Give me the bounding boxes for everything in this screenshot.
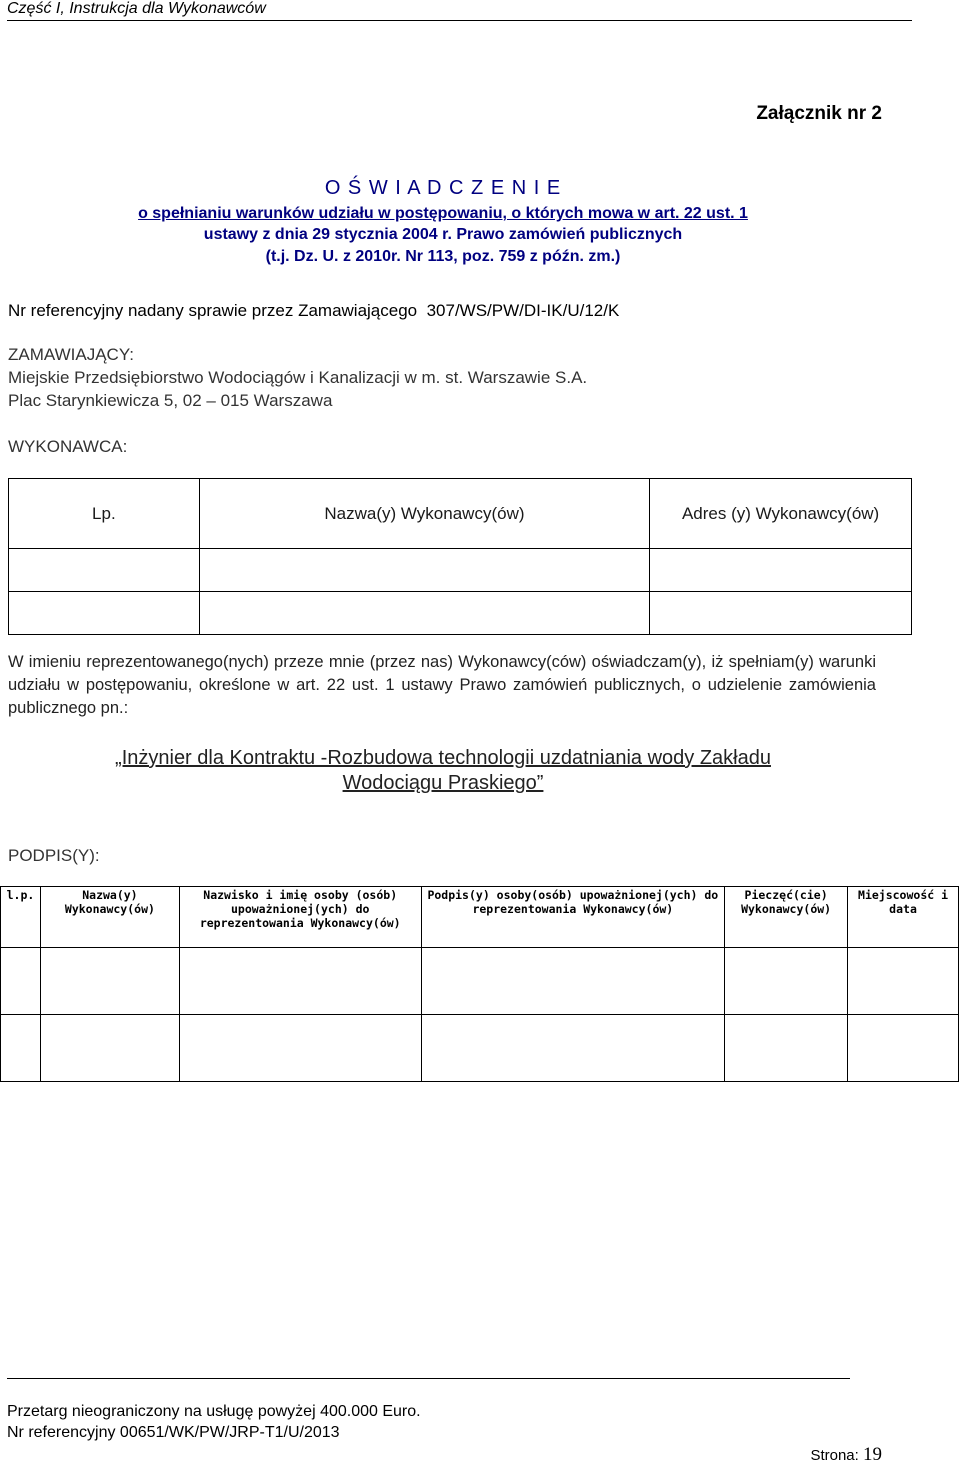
employer-label: ZAMAWIAJĄCY: <box>8 345 134 364</box>
table-cell[interactable] <box>179 948 421 1015</box>
footer-tender-info: Przetarg nieograniczony na usługę powyżej 400.000 Euro. <box>7 1403 421 1420</box>
table-cell[interactable] <box>725 1015 848 1082</box>
table-cell[interactable] <box>1 948 41 1015</box>
column-header-signature: Podpis(y) osoby(osób) upoważnionej(ych) do reprezentowania Wykonawcy(ów) <box>421 887 725 948</box>
table-cell[interactable] <box>9 549 200 592</box>
footer-divider <box>7 1378 850 1379</box>
declaration-body: W imieniu reprezentowanego(nych) przeze mnie (przez nas) Wykonawcy(ców) oświadczam(y), iż spełniam(y) warunki udziału w postępowaniu, określone w art. 22 ust. 1 ustawy Prawo zamówień publicznych, o udzielenie zamówienia publicznego pn.: <box>8 653 876 717</box>
table-cell[interactable] <box>9 592 200 635</box>
signature-table-header <box>1 887 959 948</box>
table-cell[interactable] <box>848 948 959 1015</box>
column-header-stamp: Pieczęć(cie) Wykonawcy(ów) <box>725 887 848 948</box>
page-number <box>810 1444 882 1466</box>
table-cell[interactable] <box>40 1015 179 1082</box>
table-cell[interactable] <box>1 1015 41 1082</box>
declaration-subtitle-line-1: o spełnianiu warunków udziału w postępowaniu, o których mowa w art. 22 ust. 1 <box>138 205 748 222</box>
declaration-title: O Ś W I A D C Z E N I E <box>324 177 562 199</box>
contractor-table-header <box>9 479 912 549</box>
header-title: Część I, Instrukcja dla Wykonawców <box>7 0 266 17</box>
footer-reference: Nr referencyjny 00651/WK/PW/JRP-T1/U/2013 <box>7 1424 340 1441</box>
page-label: Strona: <box>810 1447 859 1464</box>
table-cell[interactable] <box>40 948 179 1015</box>
table-cell[interactable] <box>199 549 649 592</box>
column-header-place-date: Miejscowość i data <box>848 887 959 948</box>
contract-subject <box>0 746 886 796</box>
table-cell[interactable] <box>421 1015 725 1082</box>
declaration-subtitle-line-3: (t.j. Dz. U. z 2010r. Nr 113, poz. 759 z późn. zm.) <box>265 248 621 265</box>
table-cell[interactable] <box>848 1015 959 1082</box>
contract-subject-line-2: Wodociągu Praskiego” <box>342 772 544 794</box>
table-row <box>1 948 959 1015</box>
table-cell[interactable] <box>421 948 725 1015</box>
page-number-value: 19 <box>863 1444 882 1465</box>
signature-label: PODPIS(Y): <box>8 846 100 865</box>
table-row <box>1 1015 959 1082</box>
table-cell[interactable] <box>650 549 912 592</box>
column-header-address: Adres (y) Wykonawcy(ów) <box>650 479 912 549</box>
column-header-name: Nazwa(y) Wykonawcy(ów) <box>199 479 649 549</box>
contractor-label: WYKONAWCA: <box>8 437 128 456</box>
signature-table <box>0 886 959 1082</box>
table-row <box>9 592 912 635</box>
table-row <box>9 549 912 592</box>
table-cell[interactable] <box>725 948 848 1015</box>
header-divider <box>7 20 912 21</box>
table-cell[interactable] <box>199 592 649 635</box>
column-header-contractor-name: Nazwa(y) Wykonawcy(ów) <box>40 887 179 948</box>
annex-label: Załącznik nr 2 <box>756 103 882 124</box>
employer-name: Miejskie Przedsiębiorstwo Wodociągów i Kanalizacji w m. st. Warszawie S.A. <box>8 368 588 387</box>
employer-address: Plac Starynkiewicza 5, 02 – 015 Warszawa <box>8 391 333 410</box>
column-header-lp: l.p. <box>1 887 41 948</box>
contractor-table <box>8 478 912 635</box>
declaration-subtitle-line-2: ustawy z dnia 29 stycznia 2004 r. Prawo zamówień publicznych <box>203 226 683 243</box>
column-header-representative-name: Nazwisko i imię osoby (osób) upoważnionej(ych) do reprezentowania Wykonawcy(ów) <box>179 887 421 948</box>
table-cell[interactable] <box>179 1015 421 1082</box>
reference-number: Nr referencyjny nadany sprawie przez Zamawiającego 307/WS/PW/DI-IK/U/12/K <box>8 301 620 320</box>
table-cell[interactable] <box>650 592 912 635</box>
contract-subject-line-1: „Inżynier dla Kontraktu -Rozbudowa technologii uzdatniania wody Zakładu <box>115 747 771 769</box>
column-header-lp: Lp. <box>9 479 200 549</box>
